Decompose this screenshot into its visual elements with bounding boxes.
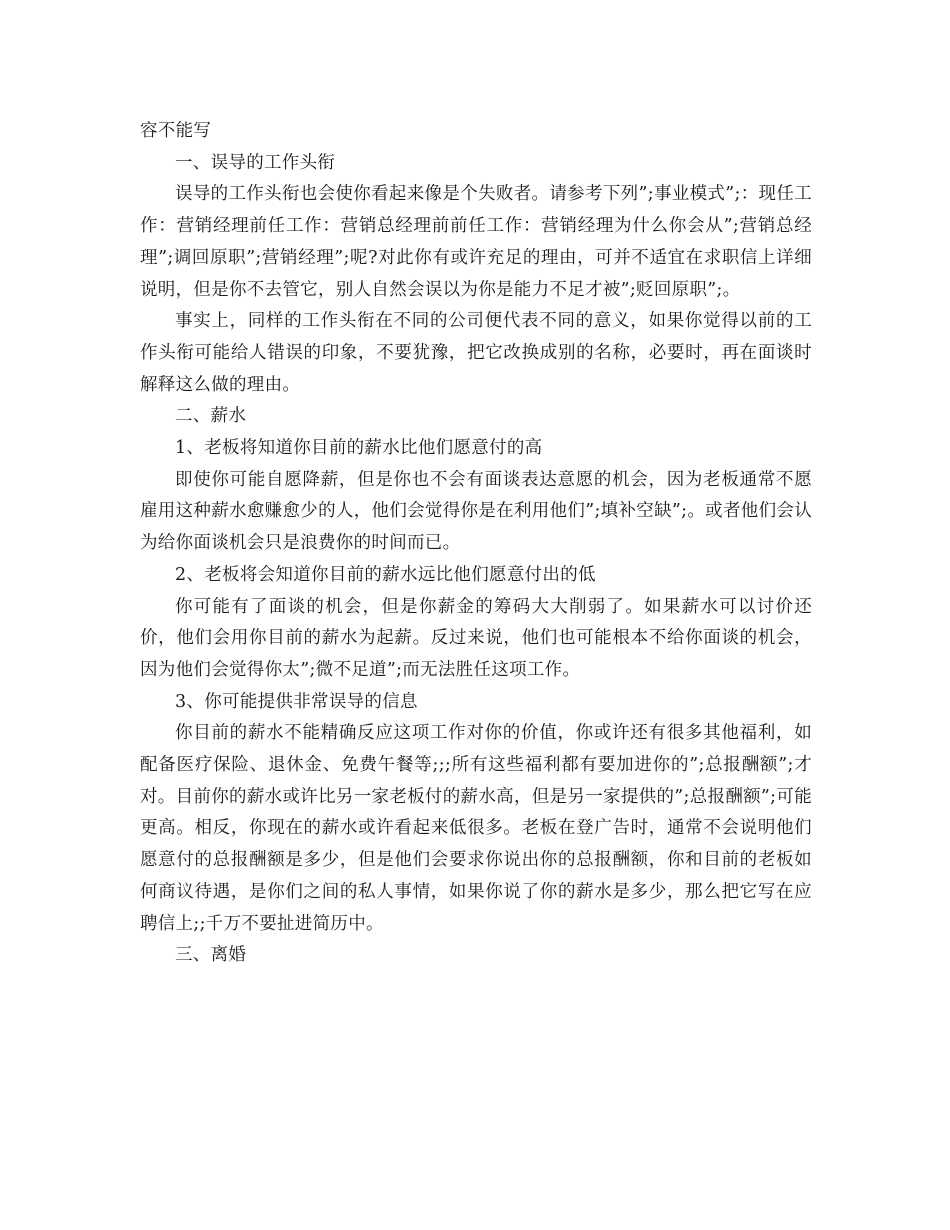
subheading-salary-1: 1、老板将知道你目前的薪水比他们愿意付的高	[175, 438, 543, 459]
subheading-salary-2: 2、老板将会知道你目前的薪水远比他们愿意付出的低	[175, 564, 596, 585]
paragraph-salary-2: 你可能有了面谈的机会，但是你薪金的筹码大大削弱了。如果薪水可以讨价还价，他们会用你目前的薪水为起薪。反过来说，他们也可能根本不给你面谈的机会，因为他们会觉得你太”;微不足道”;而无法胜任这项工作。	[140, 596, 812, 680]
paragraph-continuation: 容不能写	[140, 121, 212, 141]
subheading-salary-3: 3、你可能提供非常误导的信息	[175, 691, 418, 712]
section-heading-divorce: 三、离婚	[175, 945, 247, 966]
paragraph-salary-3: 你目前的薪水不能精确反应这项工作对你的价值，你或许还有很多其他福利，如配备医疗保险、退休金、免费午餐等;;;所有这些福利都有要加进你的”;总报酬额”;才对。目前你的薪水或许比另一家老板付的薪水高，但是另一家提供的”;总报酬额”;可能更高。相反，你现在的薪水或许看起来低很多。老板在登广告时，通常不会说明他们愿意付的总报酬额是多少，但是他们会要求你说出你的总报酬额，你和目前的老板如何商议待遇，是你们之间的私人事情，如果你说了你的薪水是多少，那么把它写在应聘信上;;千万不要扯进简历中。	[140, 723, 812, 934]
section-heading-salary: 二、薪水	[175, 406, 247, 427]
section-heading-misleading-title: 一、误导的工作头衔	[175, 152, 336, 173]
document-body	[140, 116, 812, 972]
paragraph-salary-1: 即使你可能自愿降薪，但是你也不会有面谈表达意愿的机会，因为老板通常不愿雇用这种薪水愈赚愈少的人，他们会觉得你是在利用他们”;填补空缺”;。或者他们会认为给你面谈机会只是浪费你的时间而已。	[140, 469, 812, 554]
paragraph-misleading-title-2: 事实上，同样的工作头衔在不同的公司便代表不同的意义，如果你觉得以前的工作头衔可能给人错误的印象，不要犹豫，把它改换成别的名称，必要时，再在面谈时解释这么做的理由。	[140, 311, 812, 395]
paragraph-misleading-title-1: 误导的工作头衔也会使你看起来像是个失败者。请参考下列”;事业模式”;：现任工作：营销经理前任工作：营销总经理前前任工作：营销经理为什么你会从”;营销总经理”;调回原职”;营销经理”;呢?对此你有或许充足的理由，可并不适宜在求职信上详细说明，但是你不去管它，别人自然会误以为你是能力不足才被”;贬回原职”;。	[140, 184, 812, 300]
